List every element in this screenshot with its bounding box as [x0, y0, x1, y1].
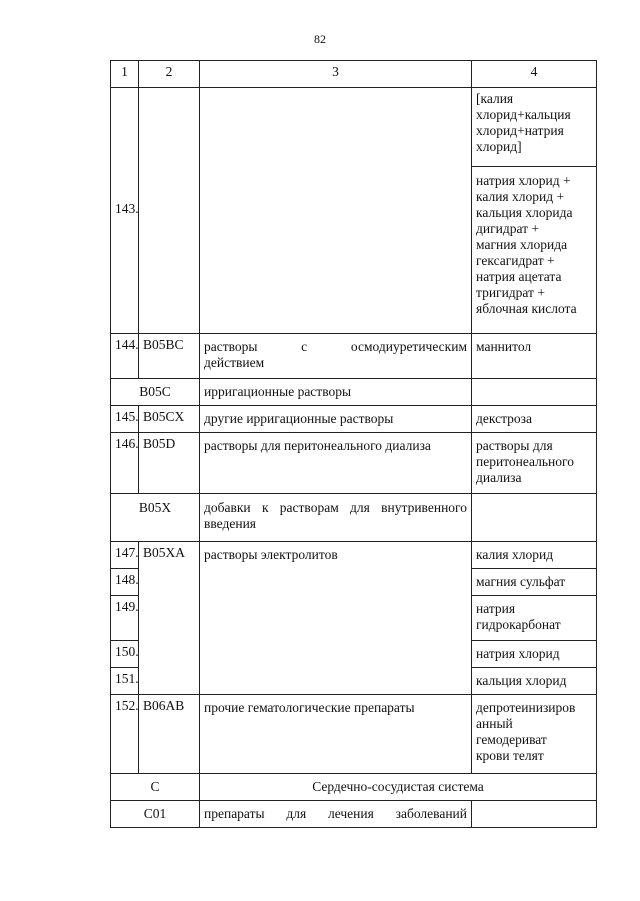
drug-cell: кальция хлорид	[472, 668, 597, 695]
table-row	[111, 406, 597, 433]
description-line: введения	[204, 516, 257, 531]
medication-table	[110, 60, 597, 828]
table-row	[111, 334, 597, 379]
drug-cell	[472, 379, 597, 406]
drug-cell: калия хлорид	[472, 542, 597, 569]
table-row	[111, 542, 597, 569]
drug-line: хлорид+кальция	[476, 107, 571, 122]
drug-cell	[472, 494, 597, 542]
drug-cell	[472, 167, 597, 334]
atc-code-cell: B05CX	[139, 406, 200, 433]
header-col-3: 3	[200, 61, 472, 88]
description-cell	[200, 801, 472, 828]
drug-line: тригидрат +	[476, 285, 545, 300]
section-title: Сердечно-сосудистая система	[200, 774, 597, 801]
drug-line: гемодериват	[476, 732, 547, 747]
page-number: 82	[314, 32, 326, 46]
row-number: 146.	[111, 433, 139, 494]
description-line: растворы с осмодиуретическим	[204, 339, 467, 354]
description-cell: растворы электролитов	[200, 542, 472, 695]
atc-code-cell	[139, 88, 200, 334]
drug-line: перитонеального	[476, 454, 574, 469]
drug-line: хлорид+натрия	[476, 123, 564, 138]
description-cell: растворы для перитонеального диализа	[200, 433, 472, 494]
drug-cell	[472, 433, 597, 494]
table-row	[111, 433, 597, 494]
header-col-2: 2	[139, 61, 200, 88]
drug-line: депротеинизиров	[476, 700, 576, 715]
drug-line: натрия ацетата	[476, 269, 562, 284]
drug-cell: маннитол	[472, 334, 597, 379]
atc-code-cell: B06AB	[139, 695, 200, 774]
row-number: 145.	[111, 406, 139, 433]
row-number: 150.	[111, 641, 139, 668]
drug-line: дигидрат +	[476, 221, 540, 236]
drug-line: хлорид]	[476, 139, 522, 154]
table-row	[111, 88, 597, 167]
drug-line: гексагидрат +	[476, 253, 555, 268]
drug-line: калия хлорид +	[476, 189, 565, 204]
drug-line: растворы для	[476, 438, 553, 453]
atc-code-cell: C	[111, 774, 200, 801]
description-cell	[200, 494, 472, 542]
row-number: 149.	[111, 596, 139, 641]
atc-code-cell: B05D	[139, 433, 200, 494]
drug-line: анный	[476, 716, 513, 731]
drug-line: диализа	[476, 470, 522, 485]
row-number: 151.	[111, 668, 139, 695]
drug-line: [калия	[476, 91, 514, 106]
drug-cell: магния сульфат	[472, 569, 597, 596]
drug-line: крови телят	[476, 748, 544, 763]
row-number: 143.	[111, 88, 139, 334]
drug-line: гидрокарбонат	[476, 617, 561, 632]
drug-cell	[472, 596, 597, 641]
row-number: 148.	[111, 569, 139, 596]
group-row	[111, 379, 597, 406]
atc-code-cell: B05C	[111, 379, 200, 406]
row-number: 144.	[111, 334, 139, 379]
drug-line: кальция хлорида	[476, 205, 573, 220]
atc-code-cell: B05X	[111, 494, 200, 542]
description-cell: другие ирригационные растворы	[200, 406, 472, 433]
drug-cell	[472, 801, 597, 828]
description-cell	[200, 88, 472, 334]
description-line: добавки к растворам для внутривенного	[204, 500, 467, 515]
row-number: 147.	[111, 542, 139, 569]
drug-line: яблочная кислота	[476, 301, 577, 316]
header-col-1: 1	[111, 61, 139, 88]
table-row	[111, 695, 597, 774]
atc-code-cell: C01	[111, 801, 200, 828]
atc-code-cell: B05XA	[139, 542, 200, 695]
row-number: 152.	[111, 695, 139, 774]
group-row	[111, 494, 597, 542]
drug-line: натрия	[476, 601, 516, 616]
description-cell	[200, 334, 472, 379]
description-cell: прочие гематологические препараты	[200, 695, 472, 774]
group-row	[111, 801, 597, 828]
description-line: препараты для лечения заболеваний	[204, 806, 467, 821]
drug-line: натрия хлорид +	[476, 173, 571, 188]
drug-cell	[472, 88, 597, 167]
description-line: действием	[204, 355, 265, 370]
atc-code-cell: B05BC	[139, 334, 200, 379]
table-header-row	[111, 61, 597, 88]
drug-cell: натрия хлорид	[472, 641, 597, 668]
drug-cell: декстроза	[472, 406, 597, 433]
description-cell: ирригационные растворы	[200, 379, 472, 406]
drug-line: магния хлорида	[476, 237, 568, 252]
drug-cell	[472, 695, 597, 774]
header-col-4: 4	[472, 61, 597, 88]
section-row	[111, 774, 597, 801]
